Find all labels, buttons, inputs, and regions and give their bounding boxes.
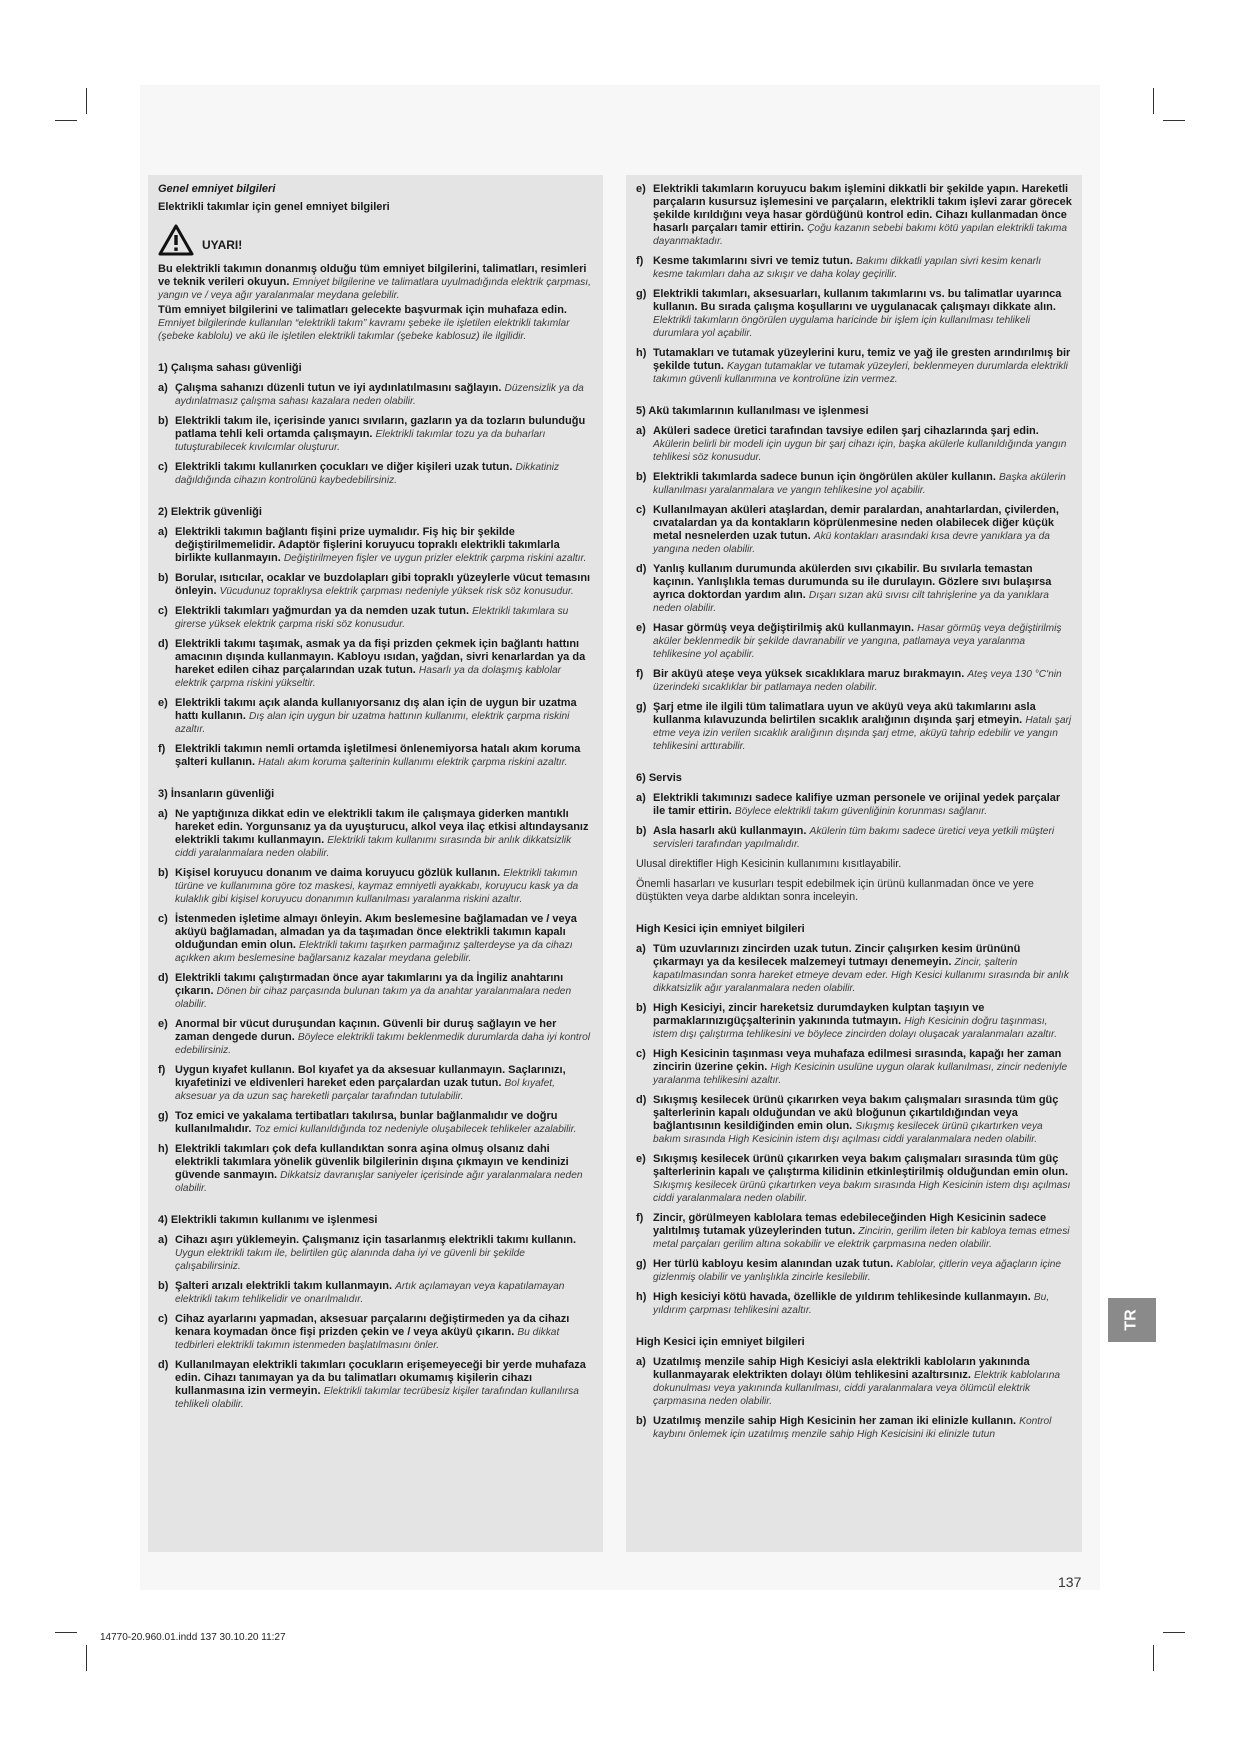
item-label: d) [636, 1094, 647, 1106]
item-bold-text: Cihazı aşırı yüklemeyin. Çalışmanız için tasarlanmış elektrikli takımı kullanın. [175, 1234, 577, 1246]
item-bold-text: Yanlış kullanım durumunda akülerden sıvı çıkabilir. Bu sıvılarla temastan kaçının. Yanlışlıkla temas durumunda su ile durulayın. Gözlere sıvı bulaşırsa ayrıca doktordan yardım alın. [653, 563, 1052, 601]
list-item [636, 1094, 1072, 1146]
item-text [175, 697, 593, 736]
item-italic-text: Elektrik kablolarına dokunulması veya yakınında kullanılması, ciddi yaralanmalara veya ölümcül elektrik çarpmasına neden olabilir. [653, 1370, 1061, 1407]
item-italic-text: Akü kontakları arasındaki kısa devre yanıklara ya da yangına neden olabilir. [653, 531, 1050, 555]
list-item [636, 1356, 1072, 1408]
item-text [653, 255, 1072, 281]
item-italic-text: Elektrikli takımlar tozu ya da buharları tutuşturabilecek kıvılcımlar oluşturur. [175, 429, 546, 453]
list-item [158, 697, 593, 736]
list-item [158, 572, 593, 598]
item-label: a) [636, 425, 646, 437]
list-item [158, 382, 593, 408]
item-label: d) [636, 563, 647, 575]
item-label: e) [636, 622, 646, 634]
item-italic-text: Elektrikli takımların öngörülen uygulama haricinde bir işlem için kullanılması tehlikeli durumlara yol açabilir. [653, 315, 1031, 339]
item-text [175, 526, 593, 565]
section-title: 1) Çalışma sahası güvenliği [158, 362, 302, 374]
item-italic-text: Böylece elektrikli takım güvenliğinin korunması sağlanır. [734, 806, 988, 817]
italic-text: Emniyet bilgilerine ve talimatlara uyulmadığında elektrik çarpması, yangın ve / veya ağır yaralanmalar meydana gelebilir. [158, 277, 591, 301]
list-item [636, 425, 1072, 464]
item-text [653, 668, 1072, 694]
item-italic-text: Düzensizlik ya da aydınlatmasız çalışma sahası kazalara neden olabilir. [175, 383, 584, 407]
item-label: e) [636, 183, 646, 195]
item-text [653, 1291, 1072, 1317]
item-label: h) [636, 1291, 647, 1303]
item-text [653, 1415, 1072, 1441]
item-text [175, 1018, 593, 1057]
item-label: d) [158, 1359, 169, 1371]
right-column [626, 175, 1082, 1552]
item-italic-text: Başka akülerin kullanılması yaralanmalara ve yangın tehlikesine yol açabilir. [653, 472, 1066, 496]
section [636, 923, 1072, 1317]
item-text [653, 347, 1072, 386]
list-item [636, 1291, 1072, 1317]
item-italic-text: Dönen bir cihaz parçasında bulunan takım ya da anahtar yaralanmalara neden olabilir. [175, 986, 572, 1010]
item-label: f) [636, 1212, 644, 1224]
section-title: High Kesici için emniyet bilgileri [636, 1336, 805, 1348]
section-title: 6) Servis [636, 772, 682, 784]
item-label: c) [158, 913, 168, 925]
item-bold-text: Cihaz ayarlarını yapmadan, aksesuar parçalarını değiştirmeden ya da cihazı kenara koymadan önce fişi prizden çekin ve / veya aküyü çıkarın. [175, 1313, 570, 1338]
section [158, 362, 593, 487]
item-label: c) [158, 605, 168, 617]
item-label: b) [158, 415, 169, 427]
item-italic-text: Ateş veya 130 °C'nin üzerindeki sıcaklıklar bir patlamaya neden olabilir. [653, 669, 1062, 693]
item-text [653, 825, 1072, 851]
item-bold-text: High Kesiciyi, zincir hareketsiz durumdayken kulptan taşıyın ve parmaklarınızıgüçşalterinin yakınında tutmayın. [653, 1002, 985, 1027]
item-text [653, 1002, 1072, 1041]
item-bold-text: Elektrikli takımları, aksesuarları, kullanım takımlarını vs. bu talimatlar uyarınca kullanın. Bu sırada çalışma koşullarını ve uygulanacak çalışmayı dikkate alın. [653, 288, 1062, 313]
item-label: b) [636, 1415, 647, 1427]
item-bold-text: Borular, ısıtıcılar, ocaklar ve buzdolapları gibi topraklı yüzeylerle vücut temasını önleyin. [175, 572, 591, 597]
crop-mark [55, 120, 77, 121]
item-bold-text: Uzatılmış menzile sahip High Kesicinin her zaman iki elinizle kullanın. [653, 1415, 1017, 1427]
item-list [158, 808, 593, 1195]
item-italic-text: Böylece elektrikli takımı beklenmedik durumlarda daha iyi kontrol edebilirsiniz. [175, 1032, 591, 1056]
warning-paragraph [158, 304, 593, 343]
item-label: b) [158, 1280, 169, 1292]
item-bold-text: Kullanılmayan aküleri ataşlardan, demir paralardan, anahtarlardan, çivilerden, cıvatalardan ya da kontakların köprülenmesine neden olabilecek diğer küçük metal nesnelerden uzak tutun. [653, 504, 1059, 542]
warning-block [158, 224, 593, 256]
section-title: 5) Akü takımlarının kullanılması ve işlenmesi [636, 405, 869, 417]
item-italic-text: Bol kıyafet, aksesuar ya da uzun saç hareketli parçalar tarafından tutulabilir. [175, 1078, 555, 1102]
item-label: a) [636, 943, 646, 955]
item-text [653, 1258, 1072, 1284]
item-text [653, 1356, 1072, 1408]
item-bold-text: Şalteri arızalı elektrikli takım kullanmayın. [175, 1280, 393, 1292]
item-label: e) [158, 697, 168, 709]
list-item [158, 913, 593, 965]
item-text [653, 622, 1072, 661]
bold-text: Bu elektrikli takımın donanmış olduğu tüm emniyet bilgilerini, talimatları, resimleri ve teknik verileri okuyun. [158, 263, 587, 288]
item-text [175, 1359, 593, 1411]
item-list [636, 1356, 1072, 1441]
item-italic-text: Sıkışmış kesilecek ürünü çıkartırken veya bakım sırasında High Kesicinin istem dışı açılması ciddi yaralanmalara neden olabilir. [653, 1180, 1071, 1204]
item-list [158, 1234, 593, 1411]
item-bold-text: Elektrikli takımı açık alanda kullanıyorsanız dış alan için de uygun bir uzatma hattı kullanın. [175, 697, 577, 722]
item-italic-text: Akülerin tüm bakımı sadece üretici veya yetkili müşteri servisleri tarafından yapılmalıdır. [653, 826, 1055, 850]
list-item [636, 943, 1072, 995]
item-text [175, 1280, 593, 1306]
item-label: a) [158, 808, 168, 820]
item-text [175, 867, 593, 906]
item-italic-text: Çoğu kazanın sebebi bakımı kötü yapılan elektrikli takıma dayanmaktadır. [653, 223, 1067, 247]
item-text [653, 288, 1072, 340]
item-label: g) [636, 288, 647, 300]
item-label: g) [636, 1258, 647, 1270]
item-label: a) [636, 1356, 646, 1368]
item-text [653, 183, 1072, 248]
list-item [158, 1359, 593, 1411]
item-bold-text: Her türlü kabloyu kesim alanından uzak tutun. [653, 1258, 894, 1270]
item-bold-text: Elektrikli takımları çok defa kullandıktan sonra aşina olmuş olsanız dahi elektrikli takımlara yönelik güvenlik bilgilerinin dışına çıkmayın ve kendinizi güvende sanmayın. [175, 1143, 569, 1181]
list-item [158, 743, 593, 769]
list-item [158, 867, 593, 906]
crop-mark [1153, 1645, 1154, 1671]
left-column [148, 175, 603, 1552]
item-text [653, 943, 1072, 995]
item-text [653, 504, 1072, 556]
section [158, 1214, 593, 1411]
item-text [175, 382, 593, 408]
item-italic-text: Hatalı şarj etme veya izin verilen sıcaklık aralığının dışında şarj etme, aküyü tahrip edebilir ve yangın tehlikesini arttırabilir. [653, 715, 1072, 752]
list-item [636, 622, 1072, 661]
section [158, 506, 593, 769]
list-item [636, 471, 1072, 497]
item-label: b) [636, 471, 647, 483]
list-item [636, 1048, 1072, 1087]
item-bold-text: Elektrikli takımları yağmurdan ya da nemden uzak tutun. [175, 605, 470, 617]
list-item [636, 701, 1072, 753]
list-item [158, 1313, 593, 1352]
item-italic-text: Değiştirilmeyen fişler ve uygun prizler elektrik çarpma riskini azaltır. [283, 553, 587, 564]
section-heading: Genel emniyet bilgileri [158, 183, 276, 195]
item-label: d) [158, 972, 169, 984]
italic-text: Emniyet bilgilerinde kullanılan “elektrikli takım” kavramı şebeke ile işletilen elektrikli takımlar (şebeke kablolu) ve akü ile işletilen elektrikli takımlar (şebeke kablosuz) ile ilgilidir. [158, 318, 570, 342]
item-text [653, 701, 1072, 753]
item-label: f) [636, 255, 644, 267]
list-item [158, 415, 593, 454]
print-footer: 14770-20.960.01.indd 137 30.10.20 11:27 [100, 1632, 286, 1643]
list-item [636, 347, 1072, 386]
list-item [636, 825, 1072, 851]
item-bold-text: Tüm uzuvlarınızı zincirden uzak tutun. Zincir çalışırken kesim ürününü çıkarmayı ya da kesilecek malzemeyi tutmayı denemeyin. [653, 943, 1021, 968]
plain-paragraph: Ulusal direktifler High Kesicinin kullanımını kısıtlayabilir. [636, 858, 902, 870]
item-text [653, 1212, 1072, 1251]
item-bold-text: Toz emici ve yakalama tertibatları takılırsa, bunlar bağlanmalıdır ve doğru kullanılmalıdır. [175, 1110, 558, 1135]
item-bold-text: High Kesicinin taşınması veya muhafaza edilmesi sırasında, kapağı her zaman zincirin üzerine çekin. [653, 1048, 1062, 1073]
item-text [175, 1234, 593, 1273]
warning-paragraph [158, 263, 593, 302]
list-item [636, 1258, 1072, 1284]
item-text [653, 563, 1072, 615]
list-item [636, 183, 1072, 248]
list-item [636, 288, 1072, 340]
item-italic-text: Elektrikli takımın türüne ve kullanımına göre toz maskesi, kaymaz emniyetli ayakkabı, koruyucu kask ya da kulaklık gibi kişisel koruyucu donanımın kullanılması yaralanma riskini azaltır. [175, 868, 579, 905]
list-item [158, 1234, 593, 1273]
item-bold-text: Asla hasarlı akü kullanmayın. [653, 825, 807, 837]
list-item [158, 1143, 593, 1195]
item-text [653, 1153, 1072, 1205]
item-bold-text: Elektrikli takımlarda sadece bunun için öngörülen aküler kullanın. [653, 471, 996, 483]
item-text [653, 425, 1072, 464]
section [636, 772, 1072, 904]
item-bold-text: Aküleri sadece üretici tarafından tavsiye edilen şarj cihazlarında şarj edin. [653, 425, 1039, 437]
list-item [158, 461, 593, 487]
item-italic-text: High Kesicinin doğru taşınması, istem dışı çalıştırma tehlikesini ve böylece zincirden dolayı oluşacak yaralanmaları azaltır. [653, 1016, 1057, 1040]
list-item [158, 638, 593, 690]
list-item [636, 792, 1072, 818]
item-italic-text: Kablolar, çitlerin veya ağaçların içine gizlenmiş olabilir ve yanlışlıkla zincirle kesilebilir. [653, 1259, 1062, 1283]
item-bold-text: Şarj etme ile ilgili tüm talimatlara uyun ve aküyü veya akü takımlarını asla kullanma kılavuzunda belirtilen sıcaklık aralığının dışında şarj etmeyin. [653, 701, 1036, 726]
item-text [653, 1094, 1072, 1146]
item-text [175, 1110, 593, 1136]
item-italic-text: Elektrikli takımlar tecrübesiz kişiler tarafından kullanılırsa tehlikeli olabilir. [175, 1386, 579, 1410]
item-bold-text: Uygun kıyafet kullanın. Bol kıyafet ya da aksesuar kullanmayın. Saçlarınızı, kıyafetinizi ve eldivenleri hareket eden parçalardan uzak tutun. [175, 1064, 566, 1089]
item-italic-text: Hasar görmüş veya değiştirilmiş aküler beklenmedik bir şekilde davranabilir ve yangına, patlamaya veya yaralanma tehlikesine yol açabilir. [653, 623, 1062, 660]
item-text [175, 1064, 593, 1103]
item-list [636, 943, 1072, 1317]
item-bold-text: High kesiciyi kötü havada, özellikle de yıldırım tehlikesinde kullanmayın. [653, 1291, 1031, 1303]
section-title: 3) İnsanların güvenliği [158, 788, 275, 800]
item-text [175, 913, 593, 965]
item-bold-text: Sıkışmış kesilecek ürünü çıkarırken veya bakım çalışmaları sırasında tüm güç şalterlerinin kapalı ve çalıştırma kilidinin etkinleştirilmiş olduğundan emin olun. [653, 1153, 1069, 1178]
item-italic-text: Elektrikli takım kullanımı sırasında bir anlık dikkatsizlik ciddi yaralanmalara neden olabilir. [175, 835, 572, 859]
item-text [175, 461, 593, 487]
item-italic-text: Hatalı akım koruma şalterinin kullanımı elektrik çarpma riskini azaltır. [258, 757, 568, 768]
item-bold-text: Elektrikli takımın nemli ortamda işletilmesi önlenemiyorsa hatalı akım koruma şalteri kullanın. [175, 743, 581, 768]
section-title: 2) Elektrik güvenliği [158, 506, 262, 518]
item-italic-text: Hasarlı ya da dolaşmış kablolar elektrik çarpma riskini yükseltir. [175, 665, 562, 689]
section-title: 4) Elektrikli takımın kullanımı ve işlenmesi [158, 1214, 378, 1226]
item-label: g) [158, 1110, 169, 1122]
item-bold-text: Bir aküyü ateşe veya yüksek sıcaklıklara maruz bırakmayın. [653, 668, 965, 680]
item-bold-text: Tutamakları ve tutamak yüzeylerini kuru, temiz ve yağ ile gresten arındırılmış bir şekilde tutun. [653, 347, 1071, 372]
list-item [158, 1018, 593, 1057]
item-text [175, 638, 593, 690]
item-label: b) [158, 867, 169, 879]
item-label: f) [636, 668, 644, 680]
item-list [636, 183, 1072, 386]
item-text [175, 572, 593, 598]
list-item [158, 526, 593, 565]
item-bold-text: Kullanılmayan elektrikli takımları çocukların erişemeyeceği bir yerde muhafaza edin. Cihazı tanımayan ya da bu talimatları okumamış kişilerin cihazı kullanmasına izin vermeyin. [175, 1359, 586, 1397]
item-italic-text: Kaygan tutamaklar ve tutamak yüzeyleri, beklenmeyen durumlarda elektrikli takımın güvenli kullanımına ve kontrolüne izin vermez. [653, 361, 1068, 385]
item-text [175, 415, 593, 454]
list-item [636, 1153, 1072, 1205]
item-text [653, 471, 1072, 497]
list-item [636, 504, 1072, 556]
item-label: b) [636, 825, 647, 837]
item-italic-text: Elektrikli takımı taşırken parmağınız şalterdeyse ya da cihazı açıkken akım beslemesine bağlarsanız kazalar meydana gelebilir. [175, 940, 573, 964]
item-label: h) [636, 347, 647, 359]
page-number: 137 [1058, 1574, 1082, 1590]
item-label: g) [636, 701, 647, 713]
item-bold-text: Çalışma sahanızı düzenli tutun ve iyi aydınlatılmasını sağlayın. [175, 382, 502, 394]
item-label: b) [158, 572, 169, 584]
item-label: c) [158, 1313, 168, 1325]
warning-label: UYARI! [202, 238, 243, 252]
item-text [175, 972, 593, 1011]
item-label: a) [636, 792, 646, 804]
item-italic-text: Sıkışmış kesilecek ürünü çıkartırken veya bakım sırasında High Kesicinin istem dışı açılması ciddi yaralanmalara neden olabilir. [653, 1121, 1043, 1145]
warning-triangle-icon [158, 224, 194, 256]
crop-mark [86, 1645, 87, 1671]
list-item [158, 808, 593, 860]
item-bold-text: Kesme takımlarını sivri ve temiz tutun. [653, 255, 853, 267]
language-tab-label: TR [1122, 1309, 1140, 1331]
item-label: c) [636, 1048, 646, 1060]
item-italic-text: Zincirin, gerilim ileten bir kabloya temas etmesi metal parçaları gerilim altına sokabilir ve elektrik çarpmasına neden olabilir. [653, 1226, 1070, 1250]
item-text [653, 792, 1072, 818]
item-italic-text: Dikkatsiz davranışlar saniyeler içerisinde ağır yaralanmalara neden olabilir. [175, 1170, 583, 1194]
list-item [636, 1002, 1072, 1041]
section [636, 1336, 1072, 1441]
item-label: f) [158, 743, 166, 755]
item-italic-text: Bu dikkat tedbirleri elektrikli takımın istenmeden başlatılmasını önler. [175, 1327, 560, 1351]
item-text [653, 1048, 1072, 1087]
item-bold-text: Uzatılmış menzile sahip High Kesiciyi asla elektrikli kabloların yakınında kullanmayarak elektrikten dolayı ölüm tehlikesini azaltırsınız. [653, 1356, 1030, 1381]
item-bold-text: Hasar görmüş veya değiştirilmiş akü kullanmayın. [653, 622, 915, 634]
item-bold-text: Sıkışmış kesilecek ürünü çıkarırken veya bakım çalışmaları sırasında tüm güç şalterlerinin kapalı olduğundan ve akü bloğunun çıkartıldığından veya bağlantısının kesildiğinden emin olun. [653, 1094, 1059, 1132]
section-subheading: Elektrikli takımlar için genel emniyet bilgileri [158, 201, 390, 213]
item-bold-text: Elektrikli takımı kullanırken çocukları ve diğer kişileri uzak tutun. [175, 461, 513, 473]
item-list [158, 382, 593, 487]
item-bold-text: İstenmeden işletime almayı önleyin. Akım beslemesine bağlamadan ve / veya aküyü bağlamadan, almadan ya da taşımadan önce elektrikli takımın kapalı olduğundan emin olun. [175, 913, 577, 951]
item-italic-text: Toz emici kullanıldığında toz nedeniyle oluşabilecek tehlikeler azalabilir. [254, 1124, 577, 1135]
item-text [175, 605, 593, 631]
item-label: a) [158, 1234, 168, 1246]
list-item [158, 972, 593, 1011]
item-italic-text: Dış alan için uygun bir uzatma hattının kullanımı, elektrik çarpma riskini azaltır. [175, 711, 570, 735]
item-text [175, 743, 593, 769]
item-list [158, 526, 593, 769]
item-label: d) [158, 638, 169, 650]
list-item [636, 1212, 1072, 1251]
list-item [636, 563, 1072, 615]
section [636, 405, 1072, 753]
language-tab [1108, 1298, 1156, 1342]
item-bold-text: Elektrikli takımı çalıştırmadan önce ayar takımlarını ya da İngiliz anahtarını çıkarın. [175, 972, 564, 997]
list-item [158, 605, 593, 631]
item-italic-text: High Kesicinin usulüne uygun olarak kullanılması, zincir nedeniyle yaralanma tehlikesini azaltır. [653, 1062, 1068, 1086]
item-label: a) [158, 526, 168, 538]
item-bold-text: Zincir, görülmeyen kablolara temas edebileceğinden High Kesicinin sadece yalıtılmış tutamak yüzeylerinden tutun. [653, 1212, 1047, 1237]
crop-mark [1153, 88, 1154, 114]
list-item [158, 1110, 593, 1136]
item-text [175, 1143, 593, 1195]
item-label: f) [158, 1064, 166, 1076]
item-text [175, 1313, 593, 1352]
list-item [636, 1415, 1072, 1441]
item-italic-text: Akülerin belirli bir modeli için uygun bir şarj cihazı için, başka akülerle kullanıldığında yangın tehlikesi söz konusudur. [653, 439, 1067, 463]
crop-mark [1163, 120, 1185, 121]
list-item [636, 668, 1072, 694]
item-bold-text: Elektrikli takım ile, içerisinde yanıcı sıvıların, gazların ya da tozların bulunduğu patlama tehli keli ortamda çalışmayın. [175, 415, 586, 440]
item-bold-text: Elektrikli takımların koruyucu bakım işlemini dikkatli bir şekilde yapın. Hareketli parçaların kusursuz işlemesini ve parçaların, elektrikli takım işlevi zarar görecek şekilde kırıldığını veya hasar gördüğünü kontrol edin. Cihazı kullanmadan önce hasarlı parçaları tamir ettirin. [653, 183, 1072, 234]
item-bold-text: Elektrikli takımınızı sadece kalifiye uzman personele ve orijinal yedek parçalar ile tamir ettirin. [653, 792, 1061, 817]
item-list [636, 425, 1072, 753]
item-text [175, 808, 593, 860]
item-bold-text: Ne yaptığınıza dikkat edin ve elektrikli takım ile çalışmaya giderken mantıklı hareket edin. Yorgunsanız ya da uyuşturucu, alkol veya ilaç etkisi altındaysanız elektrikli takımı kullanmayın. [175, 808, 589, 846]
item-italic-text: Kontrol kaybını önlemek için uzatılmış menzile sahip High Kesicisini iki elinizle tutun [653, 1416, 1052, 1440]
item-label: e) [158, 1018, 168, 1030]
item-italic-text: Zincir, şalterin kapatılmasından sonra hareket etmeye devam eder. High Kesici kullanımı sırasında bir anlık dikkatsizlik ağır yaralanmalara neden olabilir. [653, 957, 1069, 994]
item-bold-text: Anormal bir vücut duruşundan kaçının. Güvenli bir duruş sağlayın ve her zaman dengede durun. [175, 1018, 557, 1043]
item-label: b) [636, 1002, 647, 1014]
plain-paragraph: Önemli hasarları ve kusurları tespit edebilmek için ürünü kullanmadan önce ve yere düştükten veya darbe aldıktan sonra inceleyin. [636, 878, 1034, 903]
item-italic-text: Bu, yıldırım çarpması tehlikesini azaltır. [653, 1292, 1050, 1316]
item-italic-text: Artık açılamayan veya kapatılamayan elektrikli takım tehlikelidir ve onarılmalıdır. [175, 1281, 565, 1305]
crop-mark [1163, 1632, 1185, 1633]
item-italic-text: Bakımı dikkatli yapılan sivri kesim kenarlı kesme takımları daha az sıkışır ve daha kolay geçirilir. [653, 256, 1042, 280]
item-bold-text: Elektrikli takımı taşımak, asmak ya da fişi prizden çekmek için bağlantı hattını amacının dışında kullanmayın. Kabloyu ısıdan, yağdan, sivri kenarlardan ya da hareket edilen cihaz parçalarından uzak tutun. [175, 638, 586, 676]
crop-mark [86, 88, 87, 114]
item-italic-text: Elektrikli takımlara su girerse yüksek elektrik çarpma riski söz konusudur. [175, 606, 569, 630]
item-italic-text: Dışarı sızan akü sıvısı cilt tahrişlerine ya da yanıklara neden olabilir. [653, 590, 1049, 614]
item-label: c) [158, 461, 168, 473]
list-item [158, 1280, 593, 1306]
list-item [158, 1064, 593, 1103]
item-label: e) [636, 1153, 646, 1165]
item-italic-text: Uygun elektrikli takım ile, belirtilen güç alanında daha iyi ve güvenli bir şekilde çalışabilirsiniz. [175, 1248, 525, 1272]
item-italic-text: Vücudunuz topraklıysa elektrik çarpması nedeniyle yüksek risk söz konusudur. [219, 586, 574, 597]
section [158, 788, 593, 1195]
item-list [636, 792, 1072, 851]
item-label: a) [158, 382, 168, 394]
list-item [636, 255, 1072, 281]
item-label: h) [158, 1143, 169, 1155]
bold-text: Tüm emniyet bilgilerini ve talimatları gelecekte başvurmak için muhafaza edin. [158, 304, 567, 316]
item-italic-text: Dikkatiniz dağıldığında cihazın kontrolünü kaybedebilirsiniz. [175, 462, 560, 486]
item-bold-text: Elektrikli takımın bağlantı fişini prize uymalıdır. Fiş hiç bir şekilde değiştirilmemelidir. Adaptör fişlerini koruyucu topraklı elektrikli takımlarla birlikte kullanmayın. [175, 526, 560, 564]
item-bold-text: Kişisel koruyucu donanım ve daima koruyucu gözlük kullanın. [175, 867, 501, 879]
item-label: c) [636, 504, 646, 516]
section-title: High Kesici için emniyet bilgileri [636, 923, 805, 935]
crop-mark [55, 1632, 77, 1633]
